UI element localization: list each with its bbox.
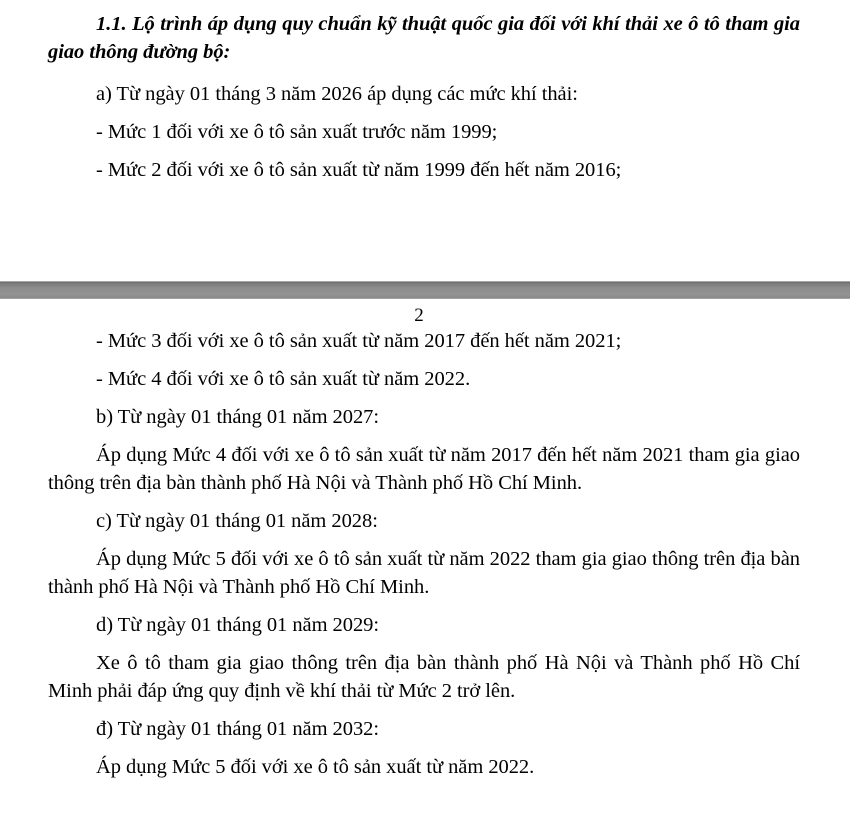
paragraph-item-d-body: Xe ô tô tham gia giao thông trên địa bàn thành phố Hà Nội và Thành phố Hồ Chí Minh phải đáp ứng quy định về khí thải từ Mức 2 trở lên. bbox=[48, 652, 800, 702]
paragraph-item-dd: đ) Từ ngày 01 tháng 01 năm 2032: bbox=[96, 718, 379, 740]
paragraph-item-c: c) Từ ngày 01 tháng 01 năm 2028: bbox=[96, 510, 378, 532]
paragraph-item-b-body: Áp dụng Mức 4 đối với xe ô tô sản xuất từ năm 2017 đến hết năm 2021 tham gia giao thông trên địa bàn thành phố Hà Nội và Thành phố Hồ Chí Minh. bbox=[48, 444, 800, 494]
section-heading-1-1: 1.1. Lộ trình áp dụng quy chuẩn kỹ thuật quốc gia đối với khí thải xe ô tô tham gia giao thông đường bộ: bbox=[48, 13, 800, 63]
paragraph-item-c-body: Áp dụng Mức 5 đối với xe ô tô sản xuất từ năm 2022 tham gia giao thông trên địa bàn thành phố Hà Nội và Thành phố Hồ Chí Minh. bbox=[48, 548, 800, 598]
page-bottom-spacer bbox=[48, 781, 800, 787]
paragraph-item-dd-body: Áp dụng Mức 5 đối với xe ô tô sản xuất từ năm 2022. bbox=[96, 756, 535, 778]
paragraph-muc-3: - Mức 3 đối với xe ô tô sản xuất từ năm 2017 đến hết năm 2021; bbox=[96, 330, 622, 352]
paragraph-muc-2: - Mức 2 đối với xe ô tô sản xuất từ năm 1999 đến hết năm 2016; bbox=[96, 159, 622, 181]
paragraph-muc-1: - Mức 1 đối với xe ô tô sản xuất trước năm 1999; bbox=[96, 121, 498, 143]
paragraph-item-b: b) Từ ngày 01 tháng 01 năm 2027: bbox=[96, 406, 379, 428]
page-number: 2 bbox=[414, 305, 424, 326]
paragraph-item-a: a) Từ ngày 01 tháng 3 năm 2026 áp dụng các mức khí thải: bbox=[96, 83, 578, 105]
document-page-1 bbox=[0, 0, 850, 271]
document-page-2 bbox=[0, 299, 850, 787]
paragraph-item-d: d) Từ ngày 01 tháng 01 năm 2029: bbox=[96, 614, 379, 636]
page-break-divider bbox=[0, 281, 850, 299]
paragraph-muc-4: - Mức 4 đối với xe ô tô sản xuất từ năm 2022. bbox=[96, 368, 471, 390]
page-break-top-gap bbox=[0, 271, 850, 281]
